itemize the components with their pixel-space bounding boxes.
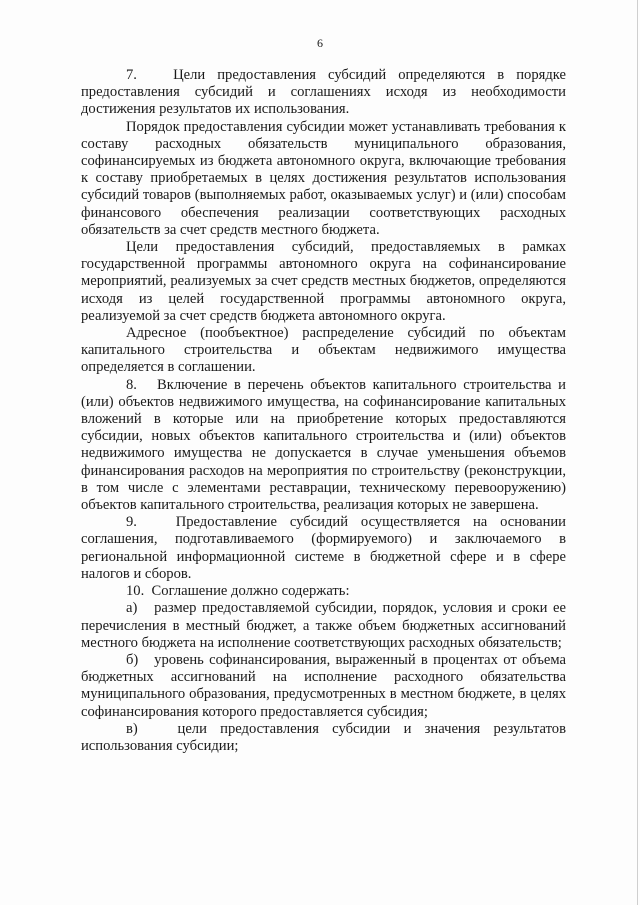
- paragraph-8: 8. Включение в перечень объектов капитального строительства и (или) объектов недвижимого имущества, на софинансирование капитальных вложений в которые или на приобретение которых предоставляются субсидии, новых объектов капитального строительства и (или) объектов недвижимого имущества не допускается в случае уменьшения объемов финансирования расходов на мероприятия по строительству (реконструкции, в том числе с элементами реставрации, техническому перевооружению) объектов капитального строительства, реализация которых не завершена.: [81, 376, 566, 514]
- paragraph-procedure-requirements: Порядок предоставления субсидии может устанавливать требования к составу расходных обязательств муниципального образования, софинансируемых из бюджета автономного округа, включающие требования к составу приобретаемых в целях достижения результатов использования субсидий товаров (выполняемых работ, оказываемых услуг) и (или) способам финансового обеспечения реализации соответствующих расходных обязательств за счет средств местного бюджета.: [81, 118, 566, 238]
- paragraph-program-goals: Цели предоставления субсидий, предоставляемых в рамках государственной программы автономного округа на софинансирование мероприятий, реализуемых за счет средств местных бюджетов, определяются исходя из целей государственной программы автономного округа, реализуемой за счет средств бюджета автономного округа.: [81, 239, 566, 324]
- paragraph-10: 10. Соглашение должно содержать:: [126, 583, 350, 600]
- document-body: [81, 67, 566, 755]
- paragraph-address-distribution: Адресное (пообъектное) распределение субсидий по объектам капитального строительства и объектам недвижимого имущества определяется в соглашении.: [81, 325, 566, 376]
- page-number: 6: [317, 36, 323, 50]
- list-item-b: б) уровень софинансирования, выраженный в процентах от объема бюджетных ассигнований на исполнение расходного обязательства муниципального образования, предусмотренных в местном бюджете, в целях софинансирования которого предоставляется субсидия;: [81, 651, 566, 720]
- paragraph-7: 7. Цели предоставления субсидий определяются в порядке предоставления субсидий и соглашениях исходя из необходимости достижения результатов их использования.: [81, 67, 566, 118]
- page-edge: [637, 0, 638, 905]
- paragraph-9: 9. Предоставление субсидий осуществляется на основании соглашения, подготавливаемого (формируемого) и заключаемого в региональной информационной системе в бюджетной сфере и в сфере налогов и сборов.: [81, 514, 566, 582]
- list-item-v: в) цели предоставления субсидии и значения результатов использования субсидии;: [81, 720, 566, 754]
- list-item-a: а) размер предоставляемой субсидии, порядок, условия и сроки ее перечисления в местный бюджет, а также объем бюджетных ассигнований местного бюджета на исполнение соответствующих расходных обязательств;: [81, 600, 566, 651]
